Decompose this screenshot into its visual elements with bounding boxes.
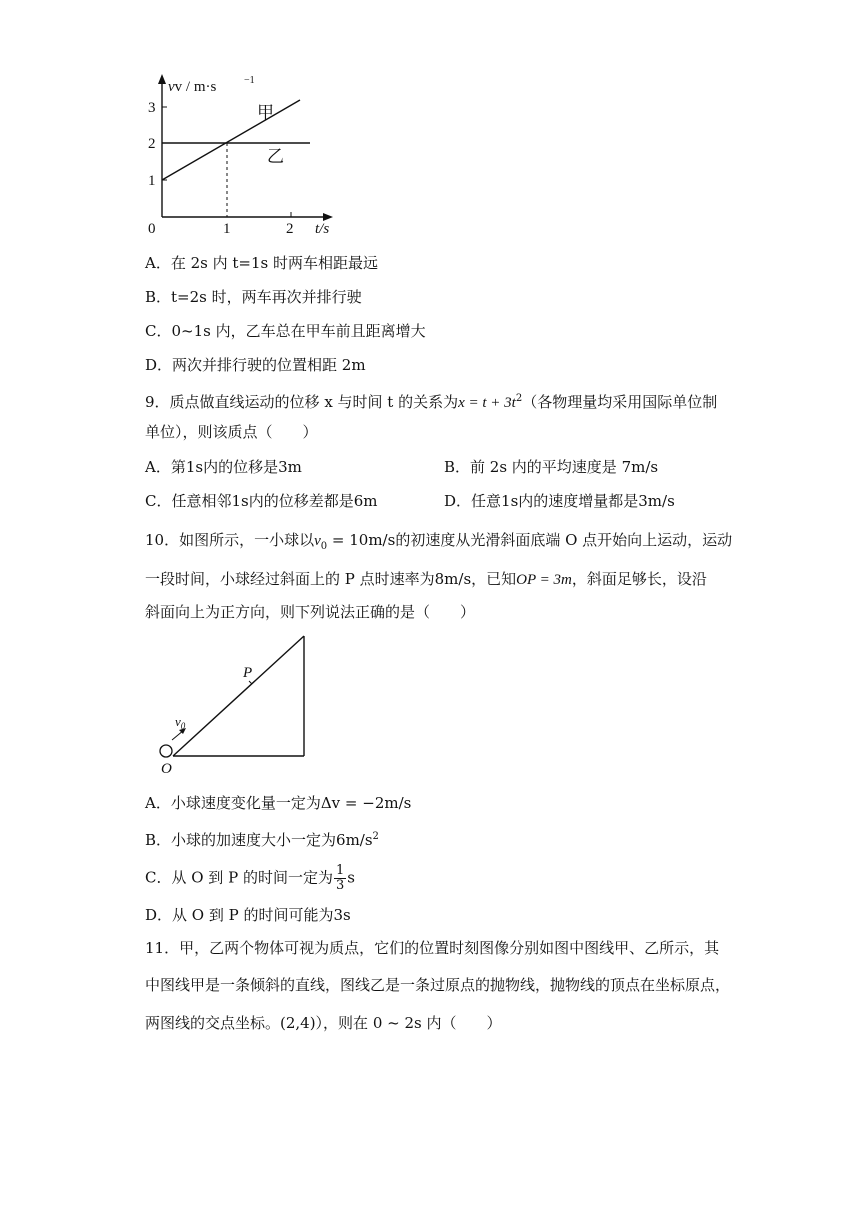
q9-option-d: D．任意1s内的速度增量都是3m/s bbox=[444, 492, 675, 510]
y-axis-arrow bbox=[158, 74, 166, 84]
q9-stem-b: （各物理量均采用国际单位制 bbox=[522, 393, 718, 411]
q8-option-d: D．两次并排行驶的位置相距 2m bbox=[145, 356, 366, 374]
q10-v0: v bbox=[314, 533, 321, 549]
x-axis-label: t/s bbox=[315, 221, 330, 237]
q8-option-a: A．在 2s 内 t=1s 时两车相距最远 bbox=[145, 254, 378, 272]
y-tick-3: 3 bbox=[148, 100, 156, 116]
q10-stem-line2 bbox=[145, 568, 707, 591]
line-yi-label: 乙 bbox=[267, 147, 284, 166]
q10-v0-sub: 0 bbox=[320, 541, 328, 552]
velocity-time-graph bbox=[140, 70, 350, 242]
y-tick-1: 1 bbox=[148, 173, 156, 189]
label-P: P bbox=[243, 665, 253, 681]
q10-option-b-exp: 2 bbox=[372, 831, 379, 842]
q9-stem-line2: 单位），则该质点（ ） bbox=[145, 423, 318, 441]
q10-option-c-fraction: $\frac{1}{3}$ bbox=[335, 863, 345, 893]
q8-option-b: B．t=2s 时，两车再次并排行驶 bbox=[145, 288, 362, 306]
q10-stem-2a: 一段时间，小球经过斜面上的 P 点时速率为8m/s，已知 bbox=[145, 570, 517, 588]
y-axis-exp: −1 bbox=[244, 75, 255, 86]
y-tick-2: 2 bbox=[148, 136, 156, 152]
y-axis-label: vv / m·s bbox=[168, 79, 217, 95]
q9-stem-line1 bbox=[145, 388, 717, 414]
q10-stem-line1 bbox=[145, 529, 732, 558]
q9-formula-exp: 2 bbox=[515, 393, 523, 404]
line-jia bbox=[162, 100, 300, 180]
incline-surface bbox=[173, 636, 304, 756]
q11-line1: 11．甲，乙两个物体可视为质点，它们的位置时刻图像分别如图中图线甲、乙所示，其 bbox=[145, 939, 720, 957]
q10-option-b bbox=[145, 826, 379, 851]
q9-option-a: A．第1s内的位移是3m bbox=[145, 458, 302, 476]
incline-figure bbox=[155, 628, 315, 778]
q9-stem-a: 9．质点做直线运动的位移 x 与时间 t 的关系为 bbox=[145, 393, 459, 411]
p-mark bbox=[249, 681, 252, 684]
q10-option-b-text: B．小球的加速度大小一定为6m/s bbox=[145, 831, 373, 849]
q11-line2: 中图线甲是一条倾斜的直线，图线乙是一条过原点的抛物线，抛物线的顶点在坐标原点， bbox=[145, 976, 731, 994]
q10-option-c-unit: s bbox=[347, 868, 355, 887]
label-v0: $v_0$ bbox=[175, 714, 186, 731]
q10-stem-2b: ，斜面足够长，设沿 bbox=[571, 570, 707, 588]
ball bbox=[160, 745, 172, 757]
q10-option-c-text: C．从 O 到 P 的时间一定为 bbox=[145, 868, 333, 887]
q8-option-c: C．0~1s 内，乙车总在甲车前且距离增大 bbox=[145, 322, 426, 340]
q10-stem-line3: 斜面向上为正方向，则下列说法正确的是（ ） bbox=[145, 603, 476, 621]
x-axis-arrow bbox=[323, 213, 333, 221]
q10-op-eq: OP = 3m bbox=[516, 572, 572, 588]
q10-stem-1a: 10．如图所示，一小球以 bbox=[145, 531, 315, 549]
x-tick-1: 1 bbox=[223, 221, 231, 237]
q10-option-d: D．从 O 到 P 的时间可能为3s bbox=[145, 906, 351, 924]
label-O: O bbox=[161, 761, 172, 777]
q10-v0-val: = 10m/s bbox=[327, 531, 396, 549]
q11-line3: 两图线的交点坐标。(2,4)），则在 0 ~ 2s 内（ ） bbox=[145, 1014, 502, 1032]
q9-formula: x = t + 3t bbox=[458, 395, 516, 411]
q9-option-b: B．前 2s 内的平均速度是 7m/s bbox=[444, 458, 659, 476]
x-tick-2: 2 bbox=[286, 221, 294, 237]
q10-option-a: A．小球速度变化量一定为Δv = −2m/s bbox=[145, 794, 412, 812]
q9-option-c: C．任意相邻1s内的位移差都是6m bbox=[145, 492, 378, 510]
q10-option-c bbox=[145, 864, 355, 893]
origin-label: 0 bbox=[148, 221, 156, 237]
line-jia-label: 甲 bbox=[257, 103, 274, 122]
q10-stem-1b: 的初速度从光滑斜面底端 O 点开始向上运动，运动 bbox=[395, 531, 733, 549]
